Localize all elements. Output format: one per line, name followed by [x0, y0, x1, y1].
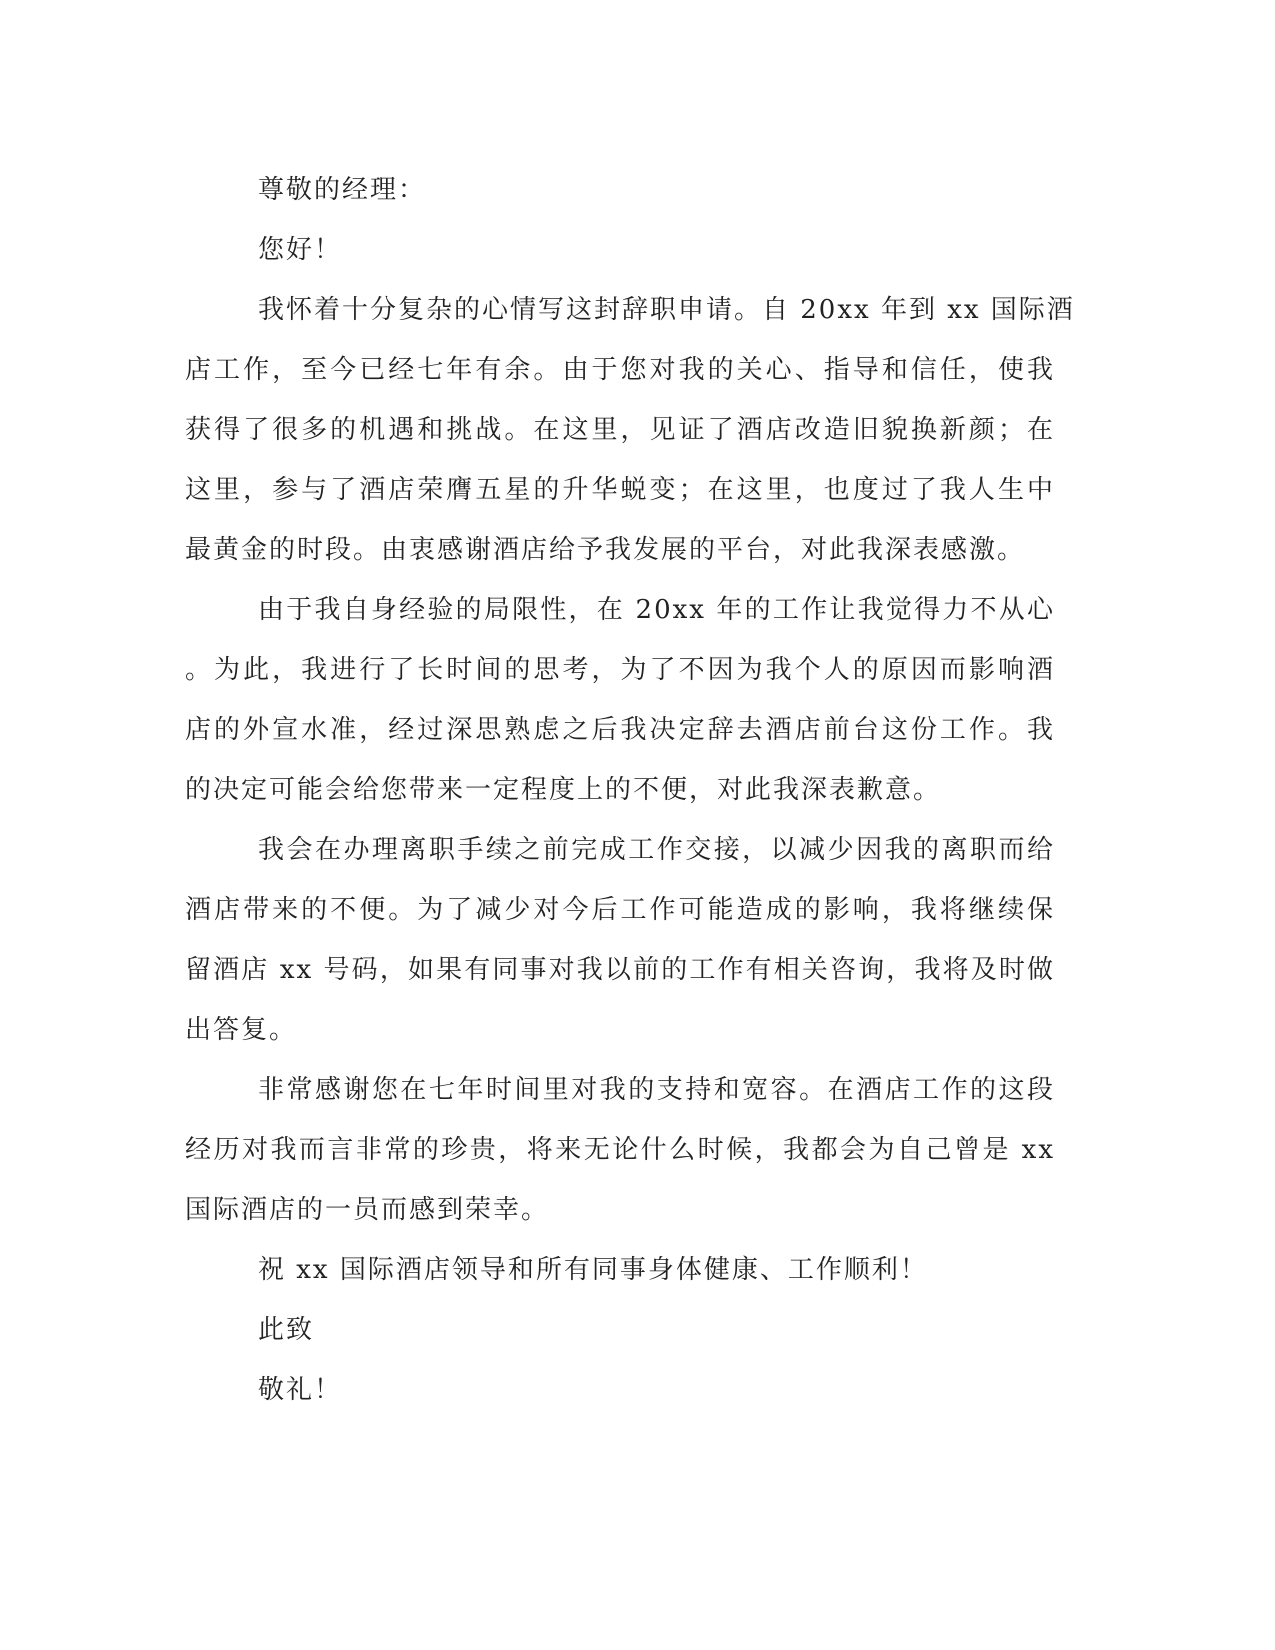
wish-line: 祝 xx 国际酒店领导和所有同事身体健康、工作顺利！ [258, 1255, 928, 1285]
paragraph-line: 获得了很多的机遇和挑战。在这里，见证了酒店改造旧貌换新颜；在 [185, 415, 1055, 445]
paragraph-line: 出答复。 [185, 1015, 298, 1045]
paragraph-4 [185, 1060, 1055, 1240]
paragraph-line: 。为此，我进行了长时间的思考，为了不因为我个人的原因而影响酒 [185, 655, 1055, 685]
paragraph-line: 非常感谢您在七年时间里对我的支持和宽容。在酒店工作的这段 [258, 1075, 1055, 1105]
closing-regards: 敬礼！ [258, 1375, 343, 1405]
paragraph-line: 店的外宣水准，经过深思熟虑之后我决定辞去酒店前台这份工作。我 [185, 715, 1055, 745]
paragraph-line: 由于我自身经验的局限性，在 20xx 年的工作让我觉得力不从心 [258, 595, 1055, 625]
paragraph-line: 店工作，至今已经七年有余。由于您对我的关心、指导和信任，使我 [185, 355, 1055, 385]
paragraph-line: 我怀着十分复杂的心情写这封辞职申请。自 20xx 年到 xx 国际酒 [258, 295, 1075, 325]
paragraph-line: 最黄金的时段。由衷感谢酒店给予我发展的平台，对此我深表感激。 [185, 535, 1026, 565]
letter-body [185, 160, 1075, 1420]
paragraph-2 [185, 580, 1055, 820]
paragraph-1 [185, 280, 1075, 580]
closing-line: 此致 [258, 1315, 315, 1345]
greeting: 您好！ [258, 235, 343, 265]
paragraph-line: 的决定可能会给您带来一定程度上的不便，对此我深表歉意。 [185, 775, 942, 805]
salutation: 尊敬的经理： [258, 175, 427, 205]
paragraph-line: 这里，参与了酒店荣膺五星的升华蜕变；在这里，也度过了我人生中 [185, 475, 1055, 505]
paragraph-line: 我会在办理离职手续之前完成工作交接，以减少因我的离职而给 [258, 835, 1055, 865]
paragraph-3 [185, 820, 1055, 1060]
paragraph-line: 留酒店 xx 号码，如果有同事对我以前的工作有相关咨询，我将及时做 [185, 955, 1055, 985]
paragraph-line: 酒店带来的不便。为了减少对今后工作可能造成的影响，我将继续保 [185, 895, 1055, 925]
paragraph-line: 国际酒店的一员而感到荣幸。 [185, 1195, 550, 1225]
paragraph-line: 经历对我而言非常的珍贵，将来无论什么时候，我都会为自己曾是 xx [185, 1135, 1055, 1165]
